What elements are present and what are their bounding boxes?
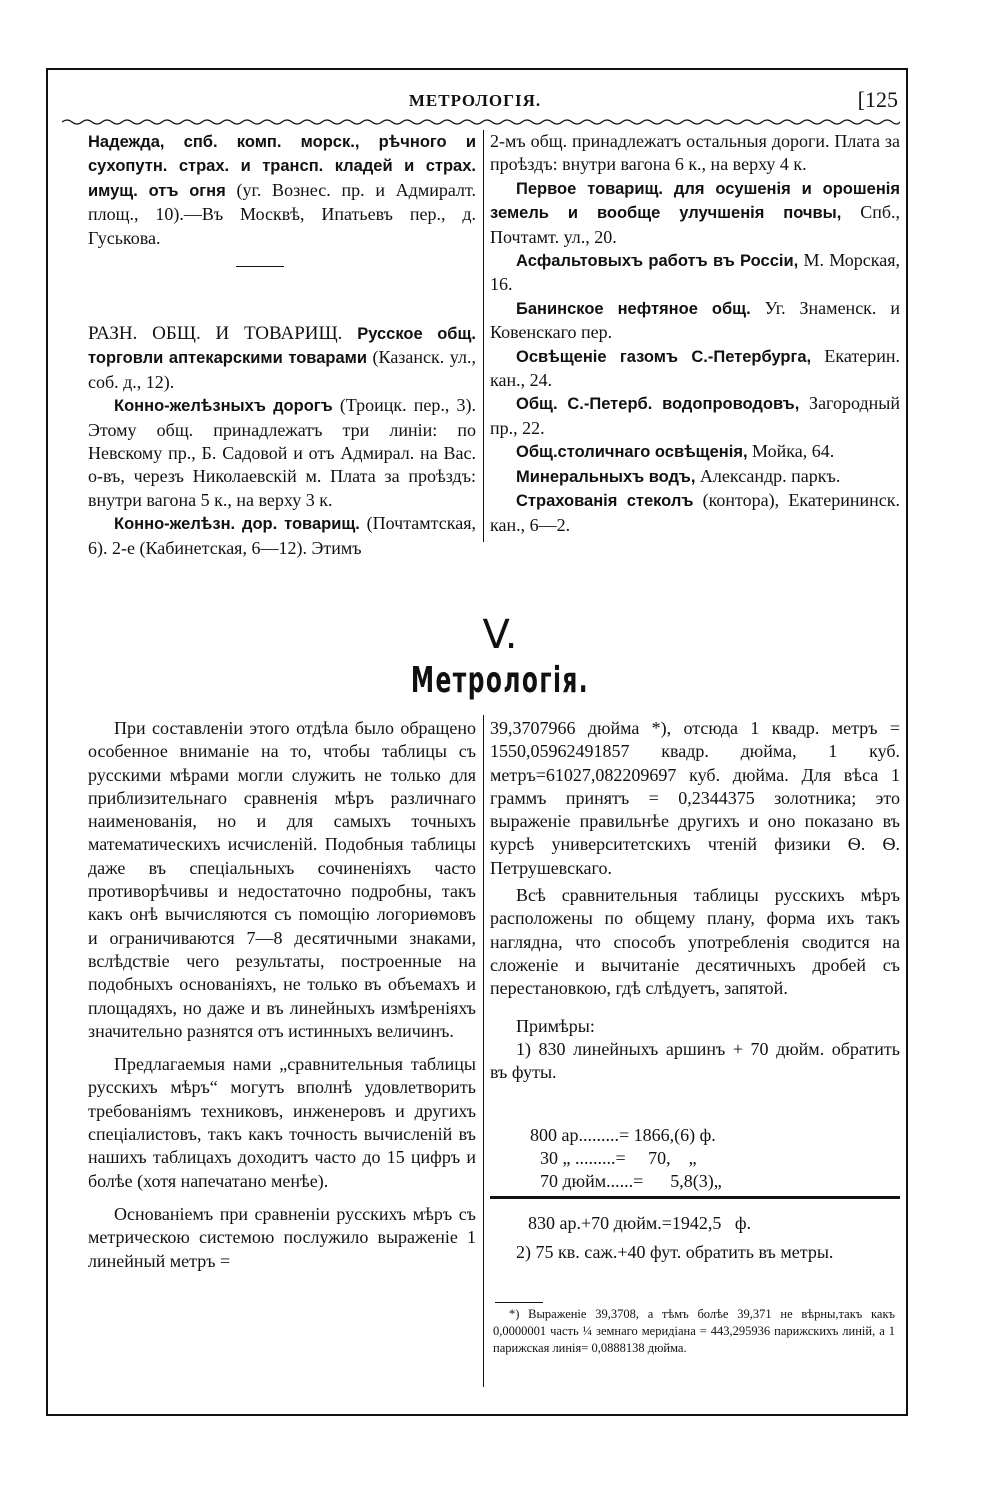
top-right-column <box>490 130 900 537</box>
footnote <box>493 1306 895 1357</box>
entry-name: Общ.столичнаго освѣщенія, <box>516 443 748 462</box>
entry-mineral <box>490 465 900 489</box>
entry-text: М. Морская, 16. <box>490 250 900 295</box>
paragraph-values: 39,3707966 дюйма *), отсюда 1 квадр. метръ = 1550,05962491857 квадр. дюйма, 1 куб. метръ=61027,082209697 куб. дюйма. Для вѣса 1 граммъ принятъ = 0,2344375 золотника; это выраженіе правильнѣе другихъ и оно показано въ курсѣ университетскихъ чтеній физики Ѳ. Ѳ. Петрушевскаго. <box>490 718 900 878</box>
entry-nadezhda <box>88 130 476 250</box>
calc-row: 30 „ .........= 70, „ <box>540 1148 697 1168</box>
entry-name: Надежда, спб. комп. морск., рѣчного и сухопутн. страх. и трансп. кладей и страх. имущ. отъ огня <box>88 133 476 200</box>
short-separator <box>236 266 284 267</box>
entry-osushenie <box>490 177 900 249</box>
wavy-header-rule <box>62 118 900 126</box>
entry-vodoprovod <box>490 392 900 440</box>
entry-name: Конно-желѣзн. дор. товарищ. <box>114 515 360 534</box>
footnote-rule <box>495 1302 543 1303</box>
entry-text: 2-мъ общ. принадлежатъ остальныя дороги. Плата за проѣздъ: внутри вагона 6 к., на верху 4 к. <box>490 131 900 175</box>
entry-gaz <box>490 345 900 393</box>
entry-text: Загородный пр., 22. <box>490 393 900 438</box>
entry-name: Асфальтовыхъ работъ въ Россіи, <box>516 252 799 271</box>
entry-text: Александр. паркъ. <box>695 465 841 486</box>
entry-name: Страхованія стеколъ <box>516 492 694 511</box>
footnote-text: *) Выраженіе 39,3708, а тѣмъ болѣе 39,371 не вѣрны,такъ какъ 0,0000001 часть ¼ земнаго меридіана = 443,295936 парижскихъ линій, а 1 парижская линія= 0,0888138 дюйма. <box>493 1307 895 1355</box>
entry-name: Общ. С.-Петерб. водопроводовъ, <box>516 395 800 414</box>
entry-text: Спб., Почтамт. ул., 20. <box>490 202 900 247</box>
paragraph-basis: Основаніемъ при сравненіи русскихъ мѣръ съ метрическою системою послужило выраженіе 1 линейный метръ = <box>88 1203 476 1271</box>
paragraph-tables: Предлагаемыя нами „сравнительныя таблицы русскихъ мѣръ“ могутъ вполнѣ удовлетворить требованіямъ техниковъ, инженеровъ и другихъ спеціалистовъ, такъ какъ точность вычисленій въ нашихъ таблицахъ доходитъ часто до 15 цифръ и болѣе (хотя напечатано менѣе). <box>88 1054 476 1191</box>
entry-text: Екатерин. кан., 24. <box>490 345 900 391</box>
entry-text: (Троицк. пер., 3). Этому общ. принадлежатъ три линіи: по Невскому пр., Б. Садовой и отъ Адмирал. на Вас. о-въ, черезъ Николаевскій м. Плата за проѣздъ: внутри вагона 5 к., на верху 3 к. <box>88 395 477 510</box>
calc-row: 70 дюйм......= 5,8(3)„ <box>540 1171 722 1191</box>
entry-name: Русское общ. торговли аптекарскими товарами <box>88 325 477 368</box>
entry-text: Мойка, 64. <box>747 441 835 462</box>
entry-name: Конно-желѣзныхъ дорогъ <box>114 397 333 416</box>
example-2: 2) 75 кв. саж.+40 фут. обратить въ метры. <box>516 1242 834 1262</box>
entry-name: Минеральныхъ водъ, <box>516 467 696 486</box>
section-number: V. <box>482 612 518 658</box>
column-divider-top <box>483 130 484 542</box>
bottom-left-column <box>88 717 476 1273</box>
entry-asfalt <box>490 249 900 297</box>
entry-konno-tovar <box>88 512 476 560</box>
calc-row: 800 ар.........= 1866,(6) ф. <box>530 1125 716 1145</box>
example-1: 1) 830 линейныхъ аршинъ + 70 дюйм. обратить въ футы. <box>490 1038 900 1083</box>
entry-text: (уг. Вознес. пр. и Адмиралт. площ., 10).—Въ Москвѣ, Ипатьевъ пер., д. Гуськова. <box>88 179 476 248</box>
entry-name: Освѣщеніе газомъ С.-Петербурга, <box>516 347 812 366</box>
calc-total: 830 ар.+70 дюйм.=1942,5 ф. <box>528 1213 752 1233</box>
entry-neft <box>490 297 900 345</box>
paragraph-plan: Всѣ сравнительныя таблицы русскихъ мѣръ расположены по общему плану, форма ихъ такъ наглядна, что способъ употребленія сводится на сложеніе и вычитаніе десятичныхъ дробей съ перестановкою, гдѣ слѣдуетъ, запятой. <box>490 885 900 999</box>
section-lead: РАЗН. ОБЩ. И ТОВАРИЩ. <box>88 323 358 345</box>
entry-steklo <box>490 489 900 537</box>
entry-osveshchenie <box>490 440 900 464</box>
section-title: Метрологія. <box>410 660 590 701</box>
entry-name: Первое товарищ. для осушенія и орошенія земель и вообще улучшенія почвы, <box>490 179 900 223</box>
examples-label: Примѣры: <box>516 1015 595 1036</box>
entry-text: Уг. Знаменск. и Ковенскаго пер. <box>490 297 900 343</box>
running-header <box>46 89 904 119</box>
column-divider-bottom <box>483 715 484 1387</box>
entry-continued <box>490 130 900 177</box>
sum-rule <box>490 1196 900 1199</box>
entry-konno <box>88 394 476 512</box>
top-left-column <box>88 130 476 560</box>
entry-text: (Почтамтская, 6). 2-е (Кабинетская, 6—12). Этимъ <box>88 513 476 558</box>
entry-name: Банинское нефтяное общ. <box>516 299 751 318</box>
page-number: [125 <box>857 87 898 112</box>
entry-text: (Казанск. ул., соб. д., 12). <box>88 347 476 392</box>
running-title: МЕТРОЛОГІЯ. <box>408 91 542 110</box>
example-2-block <box>490 1241 900 1264</box>
entry-apteka <box>88 322 476 394</box>
paragraph-intro: При составленіи этого отдѣла было обращено особенное вниманіе на то, чтобы таблицы съ русскими мѣрами могли служить не только для приблизительнаго сравненія мѣръ различнаго наименованія, но и для самыхъ точныхъ математическихъ исчисленій. Подобныя таблицы даже въ спеціальныхъ сочиненіяхъ часто противорѣчивы и недостаточно подробны, такъ какъ онѣ вычисляются съ помощію логориѳмовъ и ограничиваются 7—8 десятичными знаками, вслѣдствіе чего результаты, построенные на подобныхъ основаніяхъ, не только въ объемахъ и площадяхъ, но даже и въ линейныхъ измѣреніяхъ значительно разнятся отъ истинныхъ величинъ. <box>88 718 476 1041</box>
entry-text: (контора), Екатерининск. кан., 6—2. <box>490 490 900 535</box>
bottom-right-column <box>490 717 900 1084</box>
